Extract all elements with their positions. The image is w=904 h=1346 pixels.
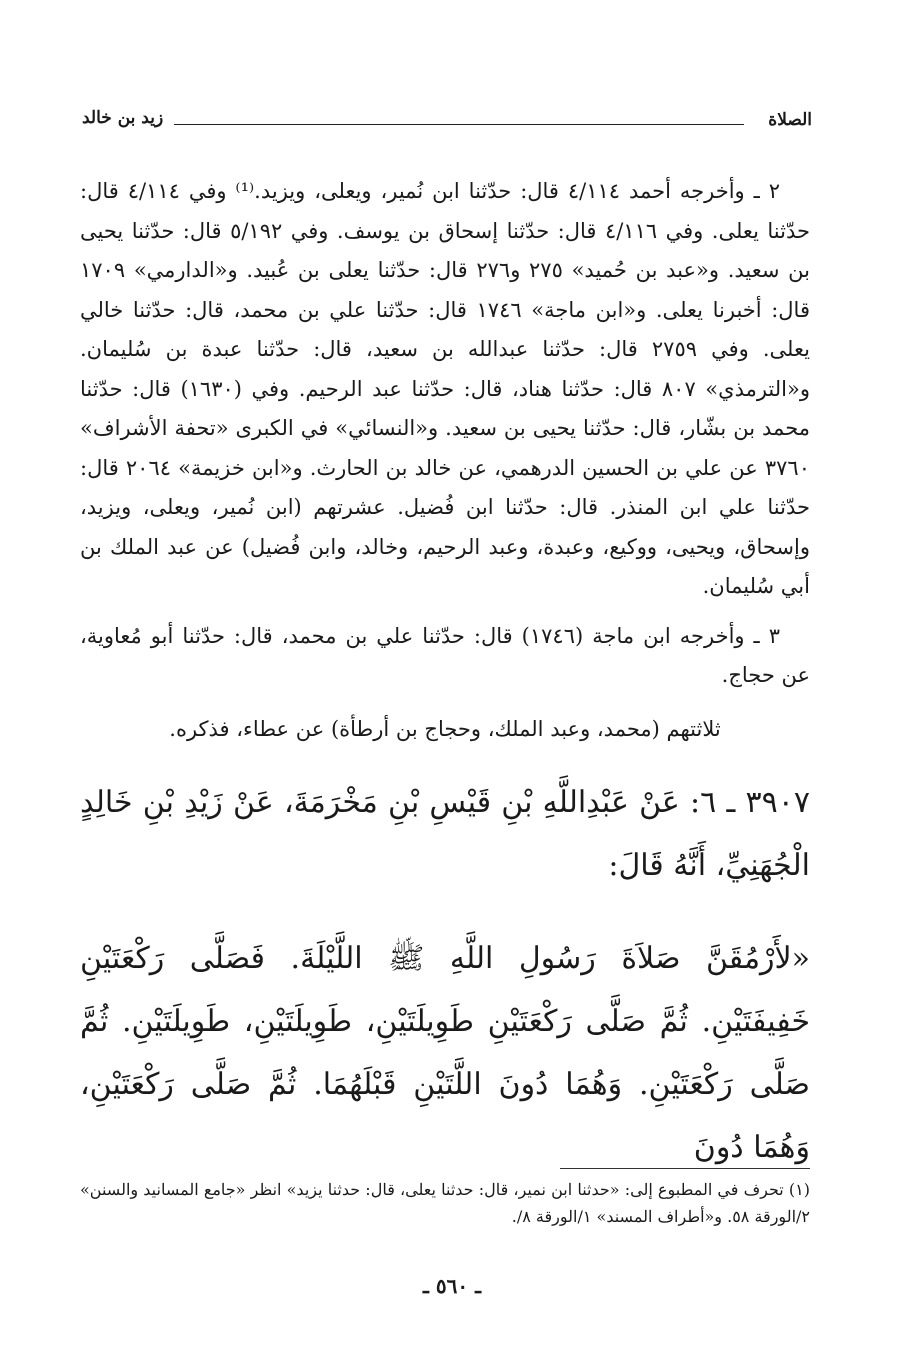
footnotes xyxy=(80,1176,810,1230)
hadith-matn: «لأَرْمُقَنَّ صَلاَةَ رَسُولِ اللَّهِ ﷺ اللَّيْلَةَ. فَصَلَّى رَكْعَتَيْنِ خَفِيفَتَيْنِ. ثُمَّ صَلَّى رَكْعَتَيْنِ طَوِيلَتَيْنِ، طَوِيلَتَيْنِ، طَوِيلَتَيْنِ. ثُمَّ صَلَّى رَكْعَتَيْنِ. وَهُمَا دُونَ اللَّتَيْنِ قَبْلَهُمَا. ثُمَّ صَلَّى رَكْعَتَيْنِ، وَهُمَا دُونَ xyxy=(80,941,810,1165)
running-header xyxy=(82,100,812,140)
main-text xyxy=(80,172,810,1209)
footnote-separator xyxy=(560,1168,810,1169)
footnote-1: (١) تحرف في المطبوع إلى: «حدثنا ابن نمير، قال: حدثنا يعلى، قال: حدثنا يزيد» انظر «جامع المسانيد والسنن» ٢/الورقة ٥٨. و«أطراف المسند» ١/الورقة ٨/. xyxy=(80,1180,810,1226)
section-title: الصلاة xyxy=(768,110,812,130)
hadith-isnad: ٣٩٠٧ ـ ٦: عَنْ عَبْدِاللَّهِ بْنِ قَيْسِ بْنِ مَخْرَمَةَ، عَنْ زَيْدِ بْنِ خَالِدٍ الْجُهَنِيِّ، أَنَّهُ قَالَ: xyxy=(80,785,810,883)
takhrij-paragraph-3: ٣ ـ وأخرجه ابن ماجة (١٧٤٦) قال: حدّثنا علي بن محمد، قال: حدّثنا أبو مُعاوية، عن حجاج. xyxy=(80,623,810,687)
narrator-title: زيد بن خالد xyxy=(82,108,164,128)
takhrij-paragraph-2: ٢ ـ وأخرجه أحمد ٤/١١٤ قال: حدّثنا ابن نُمير، ويعلى، ويزيد.⁽¹⁾ وفي ٤/١١٤ قال: حدّثنا يعلى. وفي ٤/١١٦ قال: حدّثنا إسحاق بن يوسف. وفي ٥/١٩٢ قال: حدّثنا يحيى بن سعيد. و«عبد بن حُميد» ٢٧٥ و٢٧٦ قال: حدّثنا يعلى بن عُبيد. و«الدارمي» ١٧٠٩ قال: أخبرنا يعلى. و«ابن ماجة» ١٧٤٦ قال: حدّثنا علي بن محمد، قال: حدّثنا خالي يعلى. وفي ٢٧٥٩ قال: حدّثنا عبدالله بن سعيد، قال: حدّثنا عبدة بن سُليمان. و«الترمذي» ٨٠٧ قال: حدّثنا هناد، قال: حدّثنا عبد الرحيم. وفي (١٦٣٠) قال: حدّثنا محمد بن بشّار، قال: حدّثنا يحيى بن سعيد. و«النسائي» في الكبرى «تحفة الأشراف» ٣٧٦٠ عن علي بن الحسين الدرهمي، عن خالد بن الحارث. و«ابن خزيمة» ٢٠٦٤ قال: حدّثنا علي ابن المنذر. قال: حدّثنا ابن فُضيل. عشرتهم (ابن نُمير، ويعلى، ويزيد، وإسحاق، ويحيى، ووكيع، وعبدة، وعبد الرحيم، وخالد، وابن فُضيل) عن عبد الملك بن أبي سُليمان. xyxy=(80,179,810,598)
page-number: ـ ٥٦٠ ـ xyxy=(423,1274,481,1298)
summary-line: ثلاثتهم (محمد، وعبد الملك، وحجاج بن أرطأة) عن عطاء، فذكره. xyxy=(169,716,721,741)
header-rule xyxy=(174,124,744,125)
